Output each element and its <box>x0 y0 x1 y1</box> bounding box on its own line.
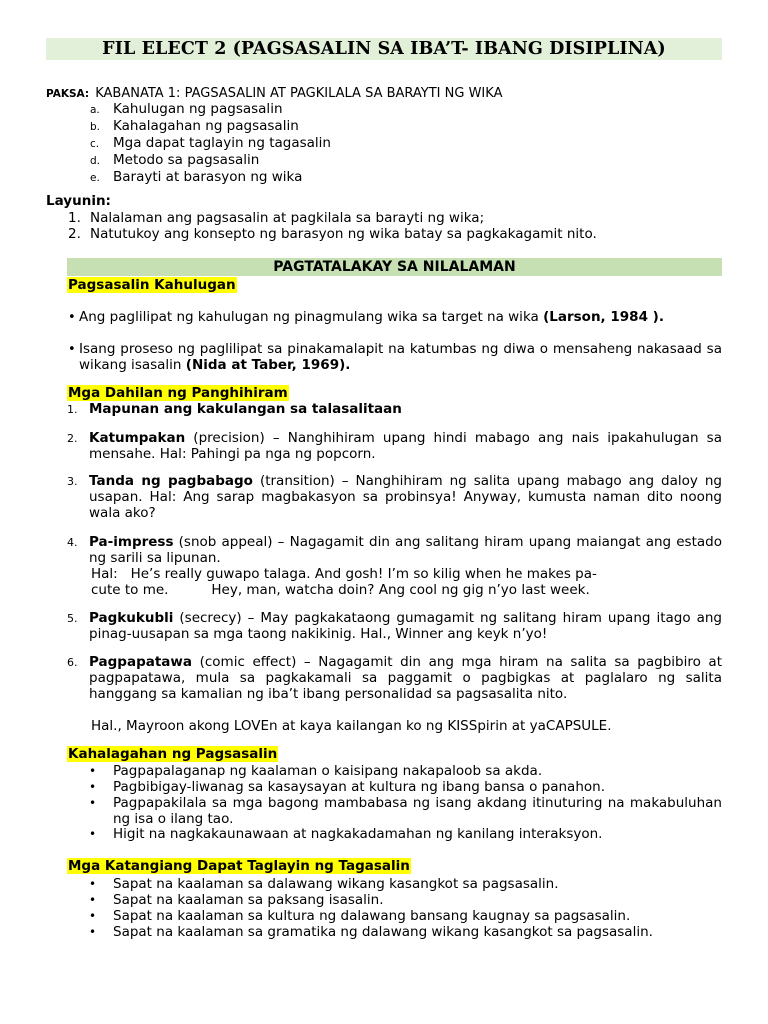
list-item-text: Kahalagahan ng pagsasalin <box>113 118 299 134</box>
reason-term: Mapunan ang kakulangan sa talasalitaan <box>89 401 402 417</box>
objective-list <box>68 210 597 242</box>
definition-text: Isang proseso ng paglilipat sa pinakamalapit na katumbas ng diwa o mensaheng nakasaad sa wikang isasalin <box>79 341 722 373</box>
list-number: 2. <box>68 226 81 242</box>
reason-text: (snob appeal) – Nagagamit din ang salitang hiram upang maiangat ang estado ng sarili sa lipunan. <box>89 534 722 566</box>
bullet: • <box>89 796 97 810</box>
topic-list <box>90 101 331 186</box>
bullet: • <box>68 342 76 357</box>
list-item-text: Nalalaman ang pagsasalin at pagkilala sa barayti ng wika; <box>90 210 485 226</box>
item-number: 5. <box>67 612 78 625</box>
list-marker: a. <box>90 104 100 116</box>
example-line: cute to me. Hey, man, watcha doin? Ang cool ng gig n’yo last week. <box>91 582 590 598</box>
item-number: 1. <box>67 403 78 416</box>
list-marker: b. <box>90 121 101 133</box>
bullet: • <box>89 764 97 778</box>
list-item <box>90 101 331 118</box>
bullet: • <box>89 893 97 907</box>
reason-text: (transition) – Nanghihiram ng salita upang mabago ang daloy ng usapan. Hal: Ang sarap magbakasyon sa probinsya! Anyway, kumusta naman dito noong wala ako? <box>89 473 722 521</box>
list-item <box>68 210 597 226</box>
reason-item <box>89 534 722 566</box>
citation: (Nida at Taber, 1969). <box>185 357 351 373</box>
quality-item: Sapat na kaalaman sa dalawang wikang kasangkot sa pagsasalin. <box>113 876 559 892</box>
reason-item <box>89 473 722 521</box>
reason-item <box>89 430 722 462</box>
citation: (Larson, 1984 ). <box>543 309 664 325</box>
reason-text: (secrecy) – May pagkakataong gumagamit ng salitang hiram upang itago ang pinag-uusapan sa mga taong nakikinig. Hal., Winner ang keyk n’yo! <box>89 610 722 642</box>
definition-text: Ang paglilipat ng kahulugan ng pinagmulang wika sa target na wika <box>79 309 544 325</box>
reason-term: Pagkukubli <box>89 610 174 626</box>
reason-text: (precision) – Nanghihiram upang hindi mabago ang nais ipakahulugan sa mensahe. Hal: Pahingi pa nga ng popcorn. <box>89 430 722 462</box>
list-item <box>90 169 331 186</box>
list-marker: d. <box>90 155 101 167</box>
list-marker: c. <box>90 138 100 150</box>
kahulugan-heading: Pagsasalin Kahulugan <box>68 277 236 293</box>
example-line: Hal: He’s really guwapo talaga. And gosh! I’m so kilig when he makes pa- <box>91 566 597 582</box>
item-number: 2. <box>67 432 78 445</box>
reason-term: Tanda ng pagbabago <box>89 473 253 489</box>
list-item-text: Natutukoy ang konsepto ng barasyon ng wika batay sa pagkakagamit nito. <box>90 226 597 242</box>
paksa-label: PAKSA: <box>46 88 90 100</box>
list-item-text: Metodo sa pagsasalin <box>113 152 260 168</box>
reason-term: Pa-impress <box>89 534 174 550</box>
item-number: 3. <box>67 475 78 488</box>
list-item-text: Kahulugan ng pagsasalin <box>113 101 283 117</box>
kahalagahan-heading: Kahalagahan ng Pagsasalin <box>68 746 278 762</box>
quality-item: Sapat na kaalaman sa gramatika ng dalawang wikang kasangkot sa pagsasalin. <box>113 924 653 940</box>
reason-term: Katumpakan <box>89 430 186 446</box>
section-title: PAGTATALAKAY SA NILALAMAN <box>67 258 722 276</box>
list-number: 1. <box>68 210 81 226</box>
bullet: • <box>68 310 76 325</box>
importance-item: Higit na nagkakaunawaan at nagkakadamahan ng kanilang interaksyon. <box>113 826 603 842</box>
reason-item <box>89 401 722 417</box>
definition-item <box>79 341 722 373</box>
document-title: FIL ELECT 2 (PAGSASALIN SA IBA’T- IBANG DISIPLINA) <box>46 38 722 60</box>
list-item <box>68 226 597 242</box>
list-item <box>90 152 331 169</box>
dahilan-heading: Mga Dahilan ng Panghihiram <box>68 385 288 401</box>
bullet: • <box>89 877 97 891</box>
item-number: 4. <box>67 536 78 549</box>
list-item-text: Barayti at barasyon ng wika <box>113 169 303 185</box>
list-marker: e. <box>90 172 100 184</box>
quality-item: Sapat na kaalaman sa kultura ng dalawang bansang kaugnay sa pagsasalin. <box>113 908 631 924</box>
quality-item: Sapat na kaalaman sa paksang isasalin. <box>113 892 384 908</box>
paksa-line <box>46 86 502 102</box>
bullet: • <box>89 909 97 923</box>
bullet: • <box>89 780 97 794</box>
list-item <box>90 135 331 152</box>
importance-item: Pagpapakilala sa mga bagong mambabasa ng isang akdang itinuturing na makabuluhan ng isa o ilang tao. <box>113 795 722 827</box>
bullet: • <box>89 925 97 939</box>
katangian-heading: Mga Katangiang Dapat Taglayin ng Tagasalin <box>68 858 410 874</box>
reason-item <box>89 654 722 702</box>
list-item <box>90 118 331 135</box>
reason-term: Pagpapatawa <box>89 654 192 670</box>
list-item-text: Mga dapat taglayin ng tagasalin <box>113 135 331 151</box>
item-number: 6. <box>67 656 78 669</box>
paksa-text: KABANATA 1: PAGSASALIN AT PAGKILALA SA BARAYTI NG WIKA <box>95 86 503 101</box>
reason-text: (comic effect) – Nagagamit din ang mga hiram na salita sa pagbibiro at pagpapatawa, mula sa pagkakamali sa paggamit o pagbigkas at paglalaro ng salita hanggang sa kamalian ng iba’t ibang personalidad sa pagsasalita nito. <box>89 654 722 702</box>
example-line: Hal., Mayroon akong LOVEn at kaya kailangan ko ng KISSpirin at yaCAPSULE. <box>91 718 612 734</box>
importance-item: Pagbibigay-liwanag sa kasaysayan at kultura ng ibang bansa o panahon. <box>113 779 605 795</box>
definition-item <box>79 309 722 325</box>
layunin-heading: Layunin: <box>46 193 111 209</box>
bullet: • <box>89 827 97 841</box>
reason-item <box>89 610 722 642</box>
importance-item: Pagpapalaganap ng kaalaman o kaisipang nakapaloob sa akda. <box>113 763 543 779</box>
